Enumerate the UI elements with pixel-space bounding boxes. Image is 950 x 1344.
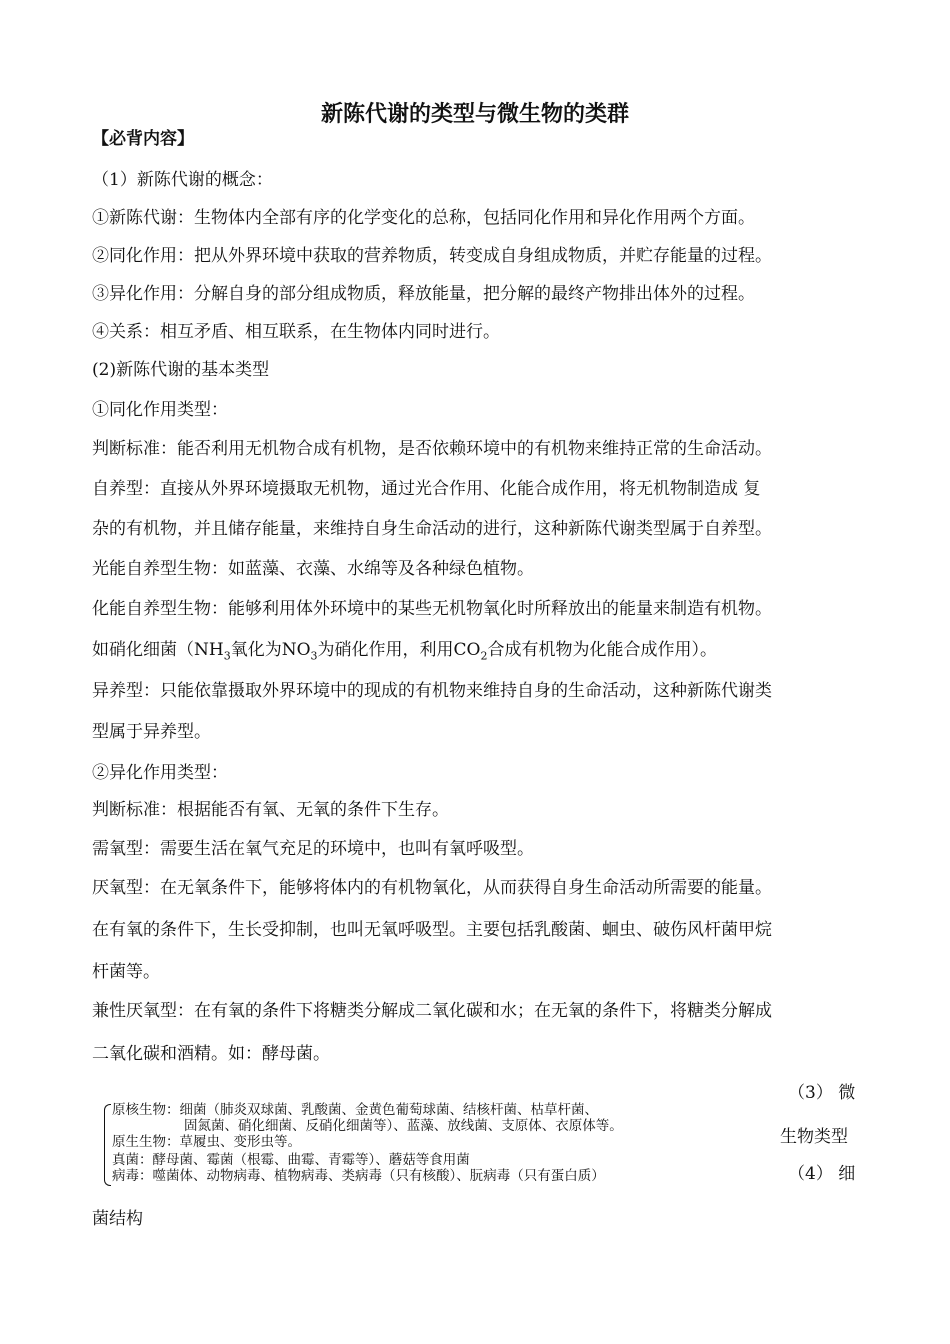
brace-icon <box>104 1104 111 1186</box>
text-line: ③异化作用：分解自身的部分组成物质，释放能量，把分解的最终产物排出体外的过程。 <box>92 284 755 304</box>
text-line: 在有氧的条件下，生长受抑制，也叫无氧呼吸型。主要包括乳酸菌、蛔虫、破伤风杆菌甲烷 <box>92 920 772 940</box>
text-line: ④关系：相互矛盾、相互联系，在生物体内同时进行。 <box>92 322 500 342</box>
section-3-label: （3） 微 <box>788 1083 856 1103</box>
text-line: ①新陈代谢：生物体内全部有序的化学变化的总称，包括同化作用和异化作用两个方面。 <box>92 208 755 228</box>
text-line: 型属于异养型。 <box>92 722 211 742</box>
text-line: ①同化作用类型： <box>92 400 228 420</box>
classification-line: 固氮菌、硝化细菌、反硝化细菌等）、蓝藻、放线菌、支原体、衣原体等。 <box>184 1118 623 1134</box>
text-line: 自养型：直接从外界环境摄取无机物，通过光合作用、化能合成作用，将无机物制造成 复 <box>92 479 761 499</box>
text-line: （1）新陈代谢的概念： <box>92 170 273 190</box>
section-4-label: （4） 细 <box>788 1164 856 1184</box>
text-line: 需氧型：需要生活在氧气充足的环境中，也叫有氧呼吸型。 <box>92 839 534 859</box>
page-title: 新陈代谢的类型与微生物的类群 <box>320 102 629 127</box>
text-line: (2)新陈代谢的基本类型 <box>92 360 270 380</box>
text-line: 杂的有机物，并且储存能量，来维持自身生命活动的进行，这种新陈代谢类型属于自养型。 <box>92 519 772 539</box>
text-line: 光能自养型生物：如蓝藻、衣藻、水绵等及各种绿色植物。 <box>92 559 534 579</box>
classification-line: 病毒：噬菌体、动物病毒、植物病毒、类病毒（只有核酸）、朊病毒（只有蛋白质） <box>112 1168 605 1184</box>
text-line: ②同化作用：把从外界环境中获取的营养物质，转变成自身组成物质，并贮存能量的过程。 <box>92 246 772 266</box>
section-3-label-cont: 生物类型 <box>780 1127 848 1147</box>
text-line: 兼性厌氧型：在有氧的条件下将糖类分解成二氧化碳和水；在无氧的条件下，将糖类分解成 <box>92 1001 772 1021</box>
classification-line: 真菌：酵母菌、霉菌（根霉、曲霉、青霉等）、蘑菇等食用菌 <box>112 1152 470 1168</box>
text-line: 二氧化碳和酒精。如：酵母菌。 <box>92 1044 330 1064</box>
microbe-classification <box>104 1100 764 1190</box>
text-line: 厌氧型：在无氧条件下，能够将体内的有机物氧化，从而获得自身生命活动所需要的能量。 <box>92 878 772 898</box>
text-line: 杆菌等。 <box>92 962 160 982</box>
section-heading: 【必背内容】 <box>92 129 194 149</box>
text-line: 化能自养型生物：能够利用体外环境中的某些无机物氧化时所释放出的能量来制造有机物。 <box>92 599 772 619</box>
text-line: 判断标准：根据能否有氧、无氧的条件下生存。 <box>92 800 449 820</box>
section-4-label-cont: 菌结构 <box>92 1209 143 1229</box>
text-line: 异养型：只能依靠摄取外界环境中的现成的有机物来维持自身的生命活动，这种新陈代谢类 <box>92 681 772 701</box>
nitrification-line: 如硝化细菌（$NH_3$氧化为$NO_3$为硝化作用，利用$CO_2$合成有机物为化能合成作用）。 <box>92 640 717 663</box>
text-line: 判断标准：能否利用无机物合成有机物，是否依赖环境中的有机物来维持正常的生命活动。 <box>92 439 772 459</box>
classification-line: 原生生物：草履虫、变形虫等。 <box>112 1134 301 1150</box>
text-line: ②异化作用类型： <box>92 763 228 783</box>
classification-line: 原核生物：细菌（肺炎双球菌、乳酸菌、金黄色葡萄球菌、结核杆菌、枯草杆菌、 <box>112 1102 598 1118</box>
